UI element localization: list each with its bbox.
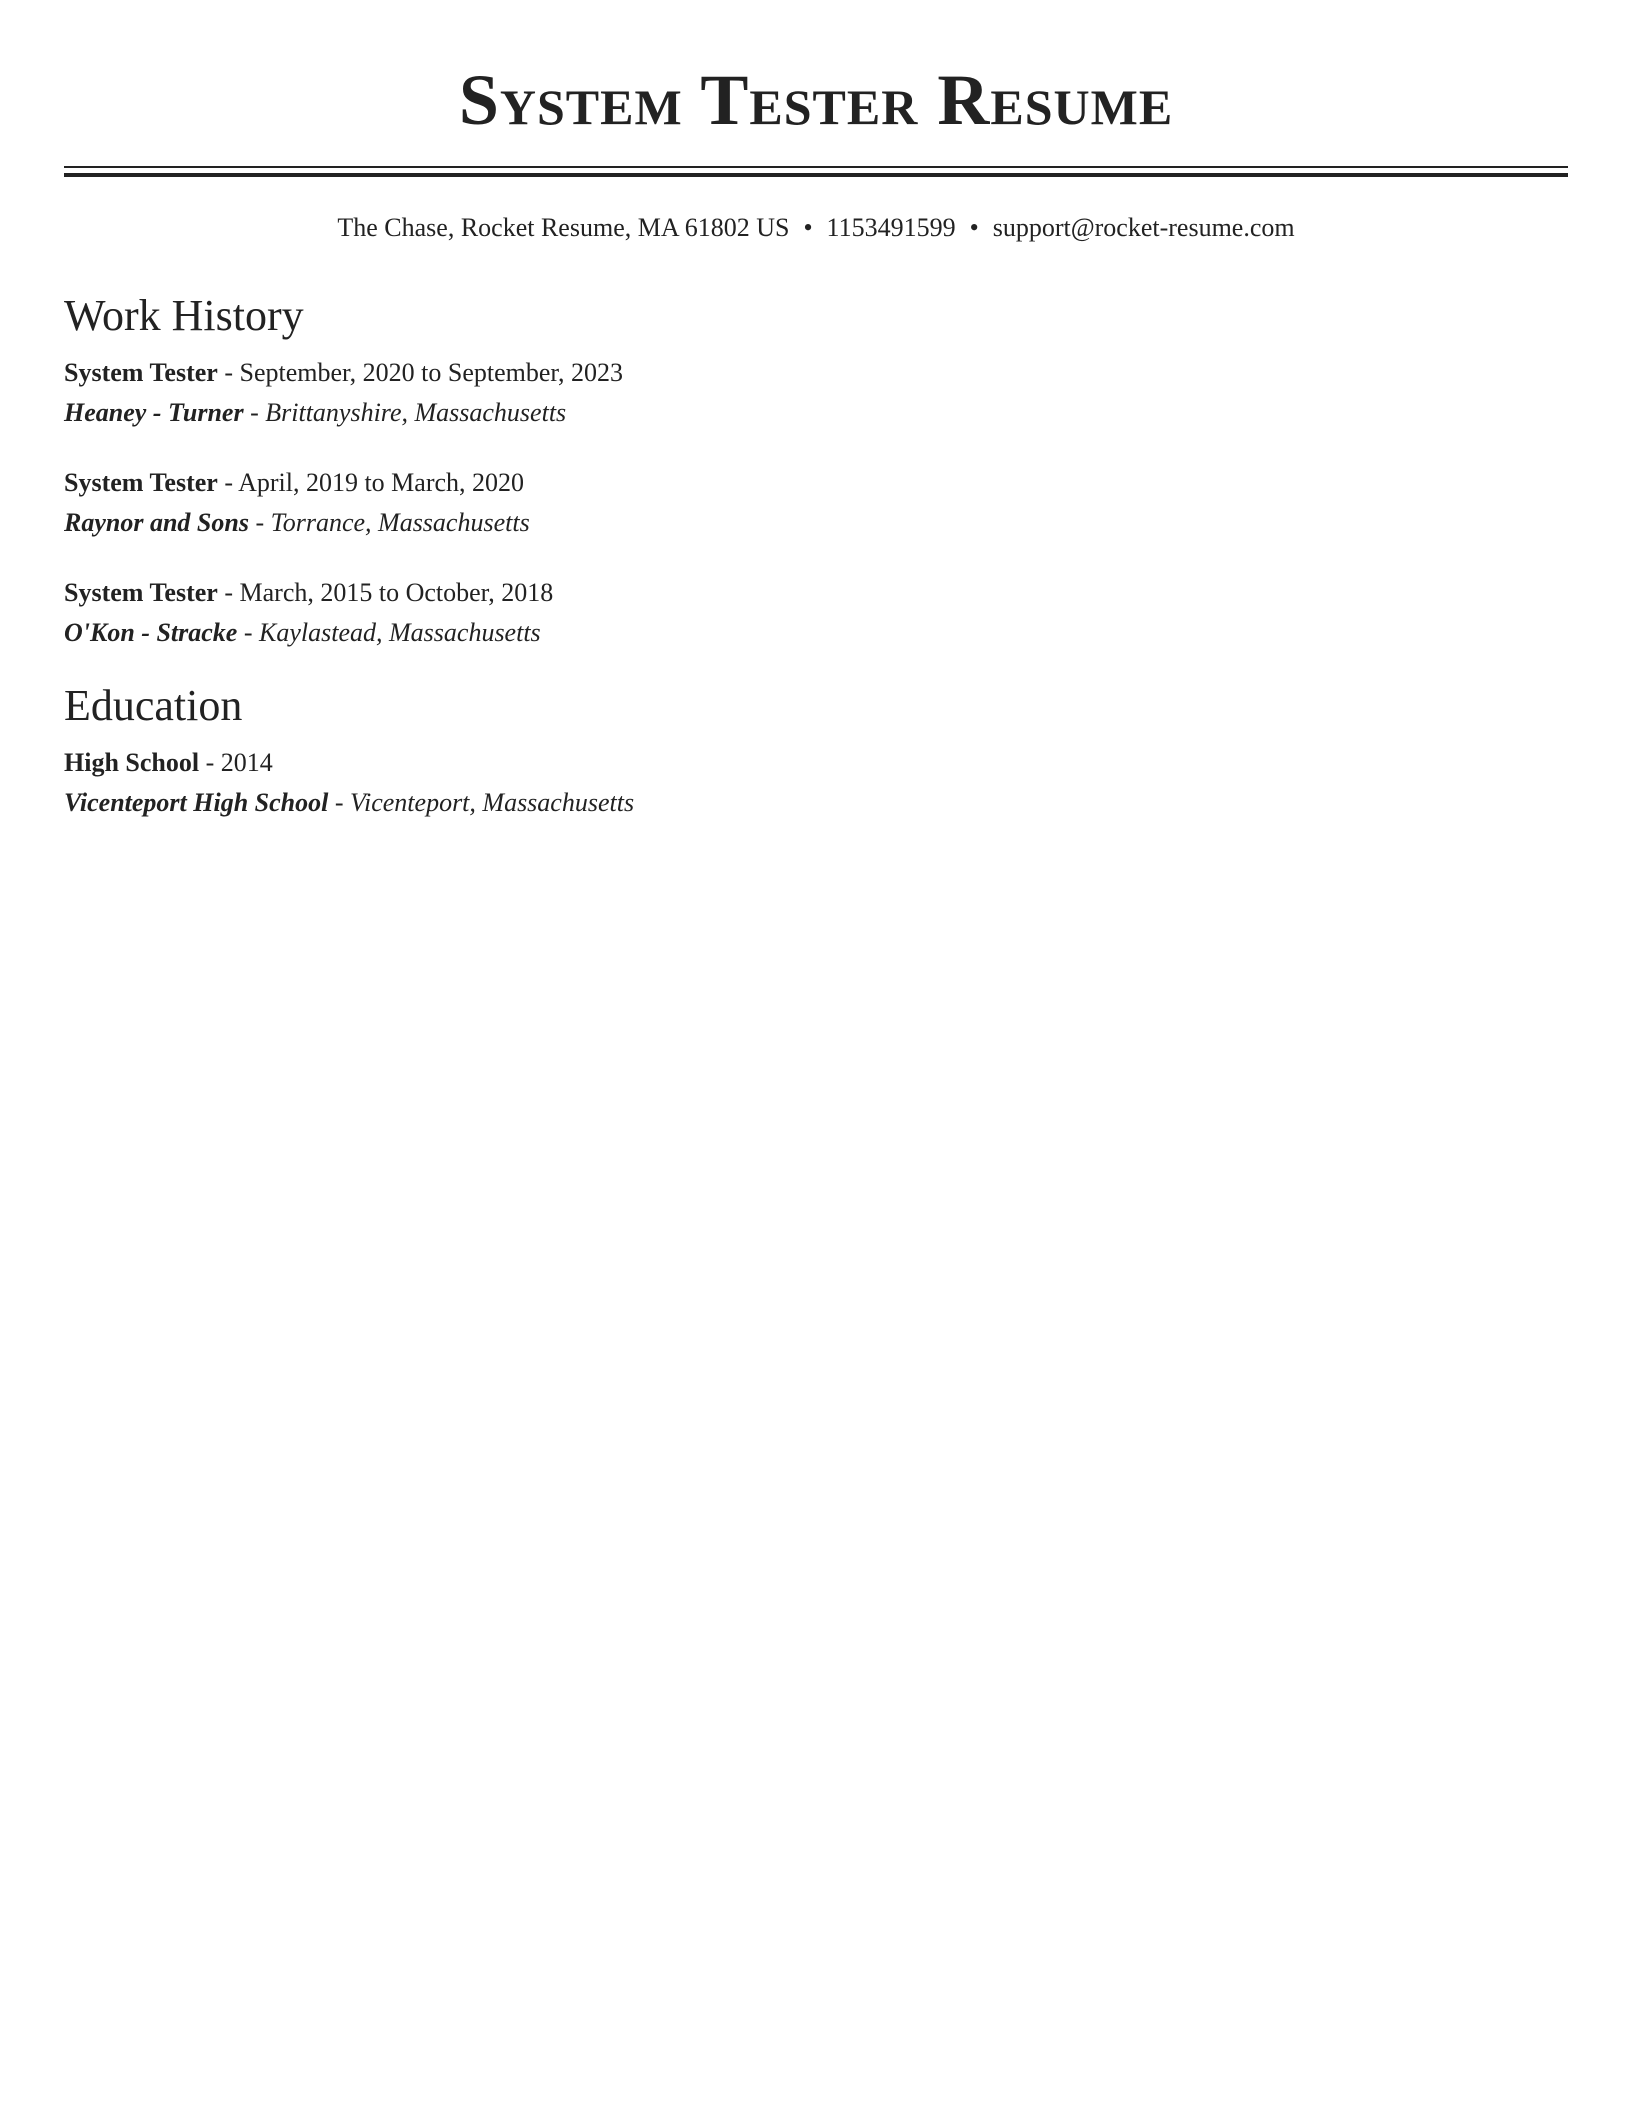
education-school-line — [64, 783, 1568, 823]
work-entry-company-line — [64, 613, 1568, 653]
job-dates: March, 2015 to October, 2018 — [239, 578, 554, 607]
work-entry — [64, 573, 1568, 653]
work-entry-company-line — [64, 393, 1568, 433]
work-history-heading: Work History — [64, 291, 304, 340]
contact-line — [64, 211, 1568, 245]
school-location: Vicenteport, Massachusetts — [350, 788, 635, 817]
contact-separator: • — [969, 213, 979, 242]
work-entry — [64, 353, 1568, 433]
company-name: Raynor and Sons — [64, 508, 249, 537]
job-title: System Tester — [64, 468, 218, 497]
graduation-year: 2014 — [220, 748, 273, 777]
work-entry — [64, 463, 1568, 543]
work-entry-role-line — [64, 463, 1568, 503]
job-dates: September, 2020 to September, 2023 — [239, 358, 624, 387]
school-name: Vicenteport High School — [64, 788, 329, 817]
dash: - — [217, 578, 240, 607]
company-location: Brittanyshire, Massachusetts — [265, 398, 567, 427]
company-name: Heaney - Turner — [64, 398, 244, 427]
contact-address: The Chase, Rocket Resume, MA 61802 US — [337, 213, 790, 242]
company-name: O'Kon - Stracke — [64, 618, 238, 647]
education-entry — [64, 743, 1568, 823]
title-rule-thin — [64, 166, 1568, 168]
title-rule-thick — [64, 173, 1568, 177]
dash: - — [328, 788, 351, 817]
dash: - — [199, 748, 221, 777]
dash: - — [217, 358, 240, 387]
company-location: Torrance, Massachusetts — [270, 508, 530, 537]
dash: - — [237, 618, 260, 647]
education-degree-line — [64, 743, 1568, 783]
work-entry-company-line — [64, 503, 1568, 543]
education-heading: Education — [64, 681, 243, 730]
degree: High School — [64, 748, 200, 777]
dash: - — [217, 468, 239, 497]
work-entry-role-line — [64, 353, 1568, 393]
job-title: System Tester — [64, 358, 218, 387]
education-list — [64, 743, 1568, 823]
resume-title: System Tester Resume — [458, 60, 1174, 140]
work-entry-role-line — [64, 573, 1568, 613]
contact-phone: 1153491599 — [826, 213, 956, 242]
dash: - — [243, 398, 266, 427]
dash: - — [248, 508, 271, 537]
company-location: Kaylastead, Massachusetts — [259, 618, 541, 647]
job-dates: April, 2019 to March, 2020 — [238, 468, 525, 497]
contact-email: support@rocket-resume.com — [992, 213, 1295, 242]
job-title: System Tester — [64, 578, 218, 607]
work-history-list — [64, 353, 1568, 653]
contact-separator: • — [803, 213, 813, 242]
